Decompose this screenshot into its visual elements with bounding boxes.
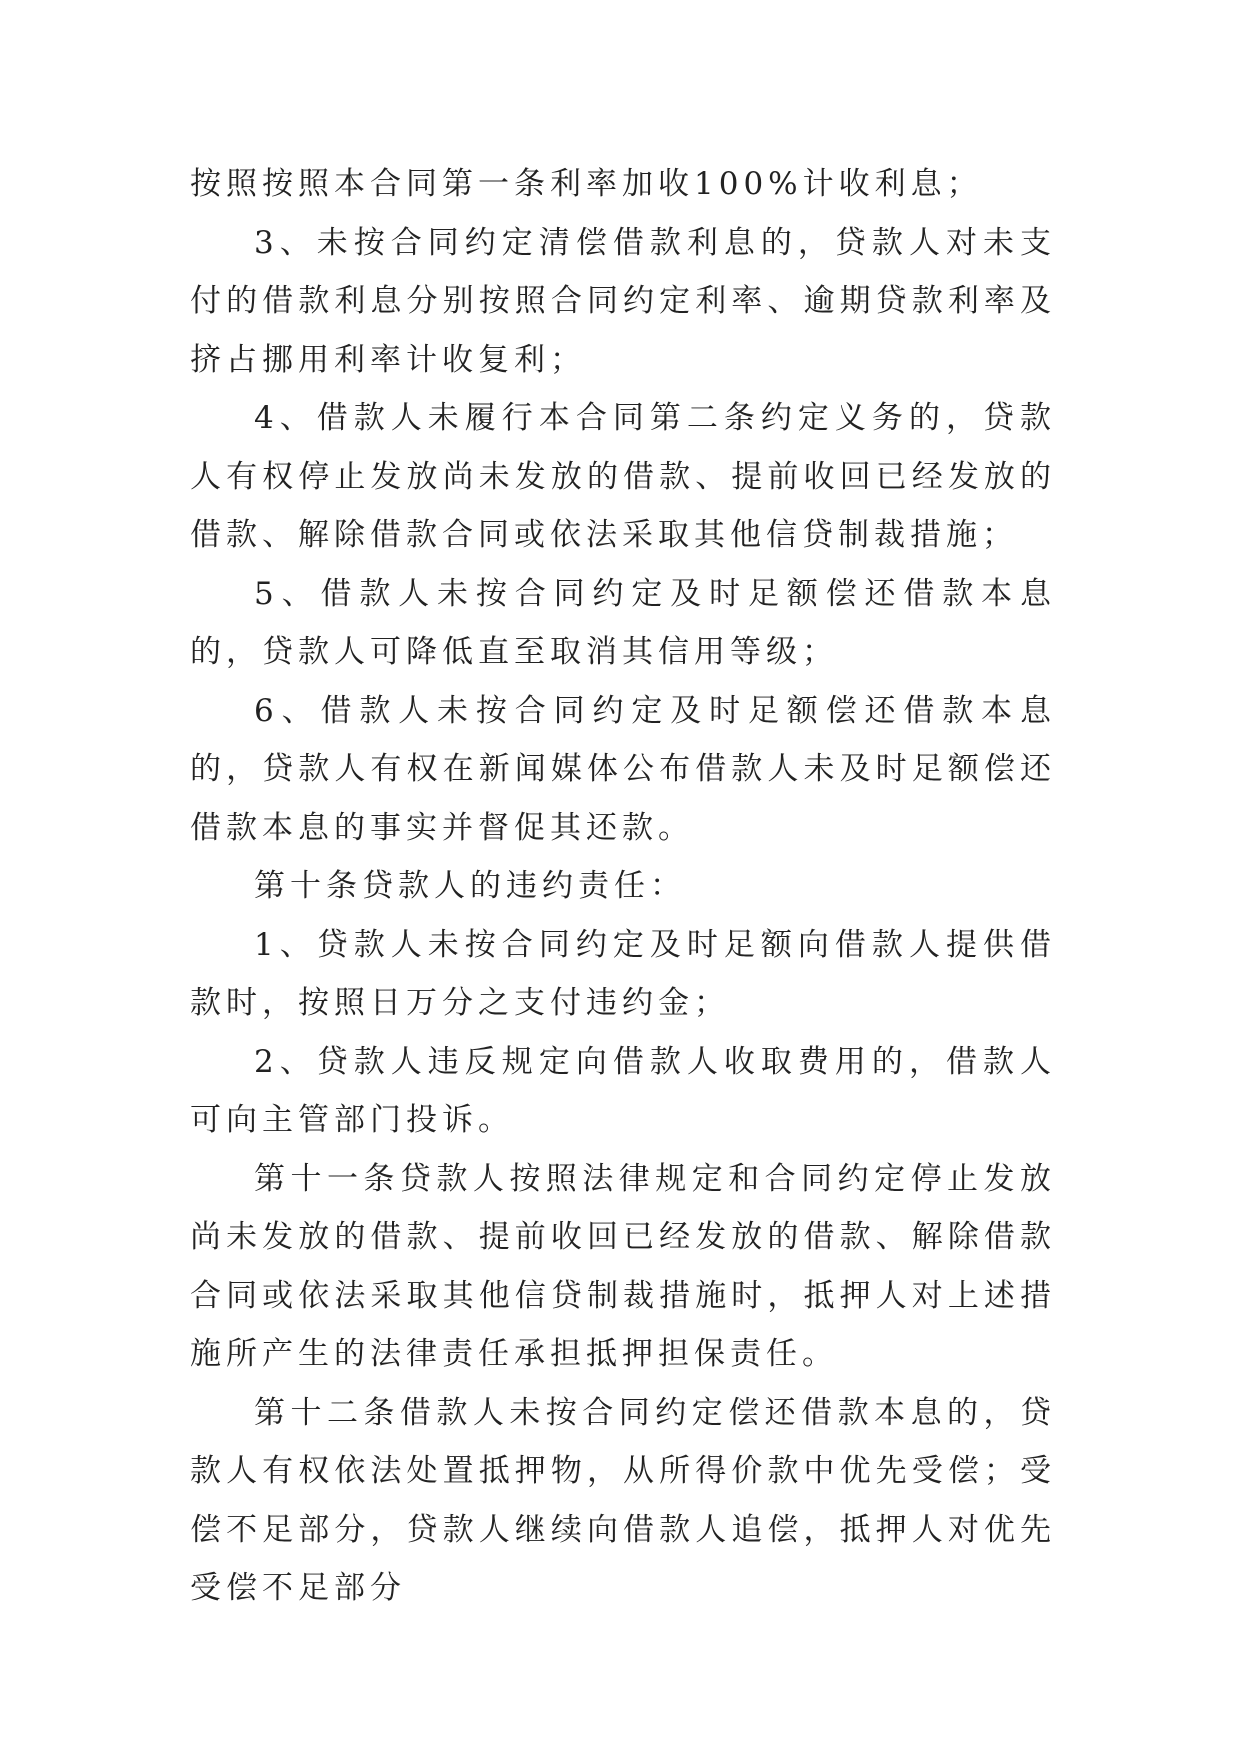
paragraph-clause-3: 3、未按合同约定清偿借款利息的，贷款人对未支付的借款利息分别按照合同约定利率、逾期贷款利率及挤占挪用利率计收复利；	[190, 224, 1056, 378]
paragraph-article-11: 第十一条贷款人按照法律规定和合同约定停止发放尚未发放的借款、提前收回已经发放的借款、解除借款合同或依法采取其他信贷制裁措施时，抵押人对上述措施所产生的法律责任承担抵押担保责任。	[190, 1160, 1056, 1372]
document-body	[190, 155, 1056, 1618]
paragraph-clause-4: 4、借款人未履行本合同第二条约定义务的，贷款人有权停止发放尚未发放的借款、提前收回已经发放的借款、解除借款合同或依法采取其他信贷制裁措施；	[190, 400, 1056, 553]
paragraph-article-10-clause-1: 1、贷款人未按合同约定及时足额向借款人提供借款时，按照日万分之支付违约金；	[190, 926, 1056, 1021]
paragraph-article-10-clause-2: 2、贷款人违反规定向借款人收取费用的，借款人可向主管部门投诉。	[190, 1043, 1056, 1138]
paragraph-interest-surcharge: 按照按照本合同第一条利率加收100%计收利息；	[190, 166, 983, 202]
heading-article-10: 第十条贷款人的违约责任：	[254, 868, 686, 904]
paragraph-clause-5: 5、借款人未按合同约定及时足额偿还借款本息的，贷款人可降低直至取消其信用等级；	[190, 575, 1056, 670]
paragraph-clause-6: 6、借款人未按合同约定及时足额偿还借款本息的，贷款人有权在新闻媒体公布借款人未及时足额偿还借款本息的事实并督促其还款。	[190, 692, 1056, 846]
paragraph-article-12: 第十二条借款人未按合同约定偿还借款本息的，贷款人有权依法处置抵押物，从所得价款中优先受偿；受偿不足部分，贷款人继续向借款人追偿，抵押人对优先受偿不足部分	[190, 1394, 1056, 1606]
